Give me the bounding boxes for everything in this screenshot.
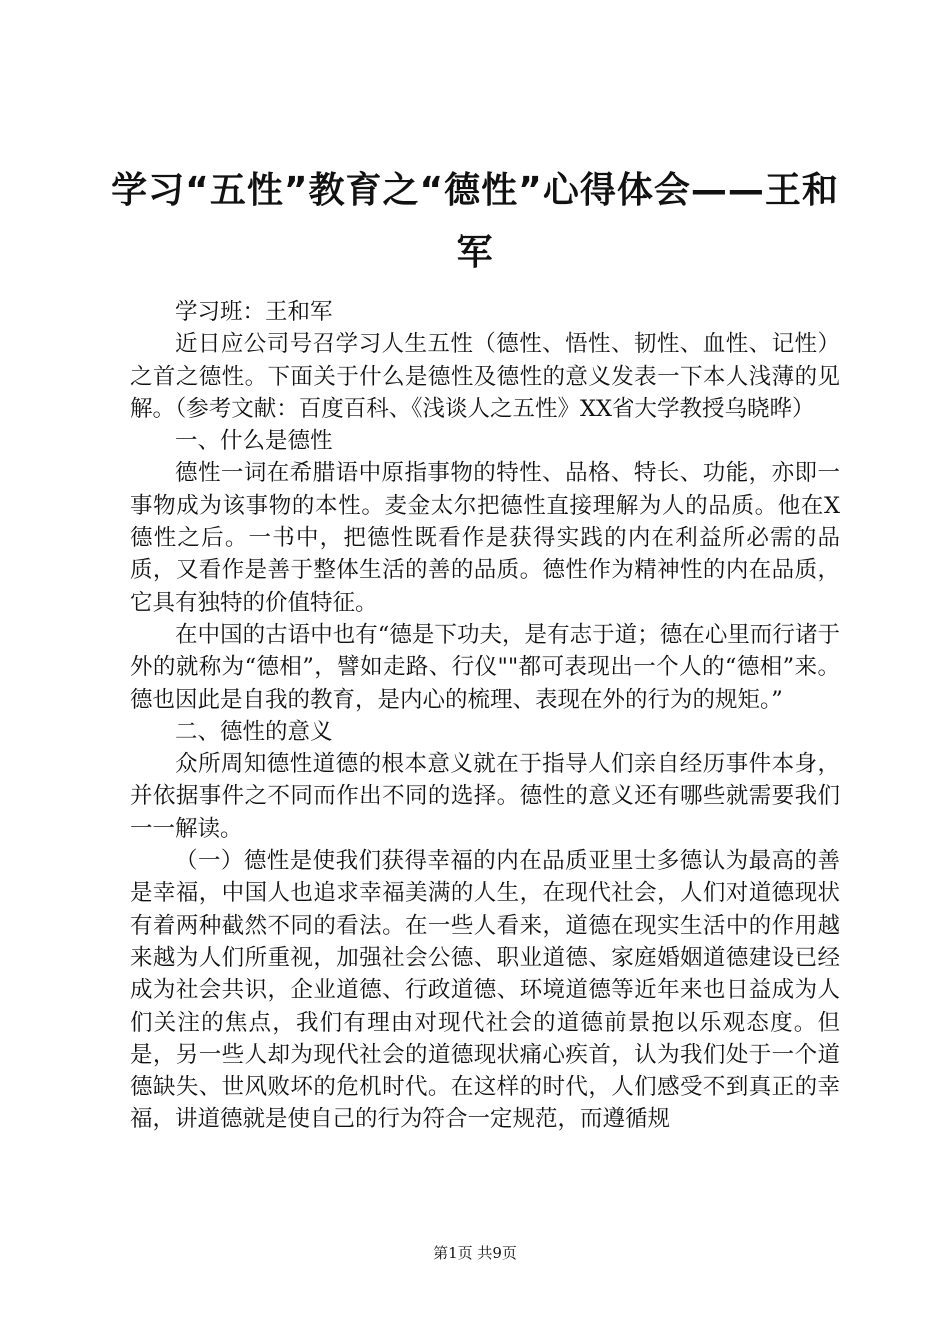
chinese-ancient-paragraph: 在中国的古语中也有“德是下功夫，是有志于道；德在心里而行诸于外的就称为“德相”，譬如走路、行仪""都可表现出一个人的“德相”来。德也因此是自我的教育，是内心的梳理、表现在外的行为的规矩。” bbox=[130, 621, 840, 713]
intro-paragraph: 近日应公司号召学习人生五性（德性、悟性、韧性、血性、记性）之首之德性。下面关于什么是德性及德性的意义发表一下本人浅薄的见解。（参考文献：百度百科、《浅谈人之五性》XX省大学教授乌晓晔） bbox=[130, 331, 840, 422]
happiness-paragraph: （一）德性是使我们获得幸福的内在品质亚里士多德认为最高的善是幸福，中国人也追求幸福美满的人生，在现代社会，人们对道德现状有着两种截然不同的看法。在一些人看来，道德在现实生活中的作用越来越为人们所重视，加强社会公德、职业道德、家庭婚姻道德建设已经成为社会共识，企业道德、行政道德、环境道德等近年来也日益成为人们关注的焦点，我们有理由对现代社会的道德前景抱以乐观态度。但是，另一些人却为现代社会的道德现状痛心疾首，认为我们处于一个道德缺失、世风败坏的危机时代。在这样的时代，人们感受不到真正的幸福，讲道德就是使自己的行为符合一定规范，而遵循规 bbox=[130, 848, 840, 1133]
document-body bbox=[130, 296, 840, 1136]
section-heading-2: 二、德性的意义 bbox=[175, 718, 333, 745]
class-info-paragraph: 学习班：王和军 bbox=[175, 299, 333, 325]
document-title: 学习“五性”教育之“德性”心得体会——王和军 bbox=[111, 170, 839, 273]
meaning-paragraph: 众所周知德性道德的根本意义就在于指导人们亲自经历事件本身，并依据事件之不同而作出不同的选择。德性的意义还有哪些就需要我们一一解读。 bbox=[130, 751, 840, 842]
definition-paragraph: 德性一词在希腊语中原指事物的特性、品格、特长、功能，亦即一事物成为该事物的本性。麦金太尔把德性直接理解为人的品质。他在X德性之后。一书中，把德性既看作是获得实践的内在利益所必需的品质，又看作是善于整体生活的善的品质。德性作为精神性的内在品质，它具有独特的价值特征。 bbox=[130, 460, 840, 616]
section-heading-1: 一、什么是德性 bbox=[175, 428, 333, 455]
page-footer: 第1页 共9页 bbox=[433, 1244, 517, 1262]
